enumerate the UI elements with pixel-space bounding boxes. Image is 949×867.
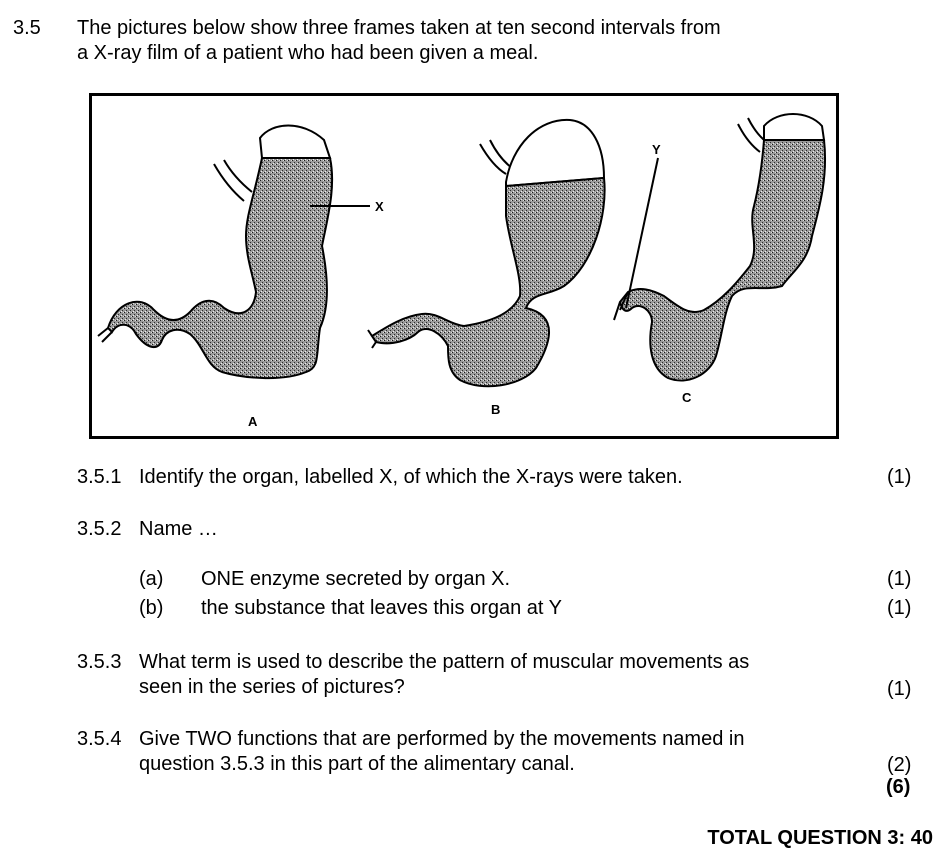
label-c: C	[682, 390, 692, 405]
total-question-marks: TOTAL QUESTION 3: 40	[707, 827, 933, 849]
q354-number: 3.5.4	[77, 728, 122, 750]
question-intro-line1: The pictures below show three frames taken at ten second intervals from	[77, 17, 721, 39]
frame-a-stomach	[98, 126, 370, 379]
q354-text-line1: Give TWO functions that are performed by the movements named in	[139, 728, 745, 750]
q352-text: Name …	[139, 518, 218, 540]
q351-text: Identify the organ, labelled X, of which the X-rays were taken.	[139, 466, 683, 488]
q352b-letter: (b)	[139, 597, 164, 619]
q353-text-line1: What term is used to describe the pattern of muscular movements as	[139, 651, 750, 673]
label-a: A	[248, 414, 258, 429]
q352a-letter: (a)	[139, 568, 164, 590]
xray-figure	[92, 96, 836, 436]
subtotal-marks: (6)	[886, 776, 911, 798]
question-number: 3.5	[13, 17, 41, 39]
xray-figure-frame	[89, 93, 839, 439]
q352b-marks: (1)	[887, 597, 912, 619]
q352a-marks: (1)	[887, 568, 912, 590]
frame-b-stomach	[368, 120, 605, 386]
q352-number: 3.5.2	[77, 518, 122, 540]
question-intro-line2: a X-ray film of a patient who had been given a meal.	[77, 42, 539, 64]
q354-marks: (2)	[887, 754, 912, 776]
q351-number: 3.5.1	[77, 466, 122, 488]
q353-marks: (1)	[887, 678, 912, 700]
q354-text-line2: question 3.5.3 in this part of the alimentary canal.	[139, 753, 575, 775]
label-y: Y	[652, 142, 661, 157]
q351-marks: (1)	[887, 466, 912, 488]
q353-text-line2: seen in the series of pictures?	[139, 676, 405, 698]
label-y-pointer	[626, 158, 658, 308]
frame-c-stomach	[614, 114, 825, 381]
q352a-text: ONE enzyme secreted by organ X.	[201, 568, 511, 590]
label-b: B	[491, 402, 501, 417]
q352b-text: the substance that leaves this organ at Y	[201, 597, 562, 619]
q353-number: 3.5.3	[77, 651, 122, 673]
label-x: X	[375, 199, 384, 214]
